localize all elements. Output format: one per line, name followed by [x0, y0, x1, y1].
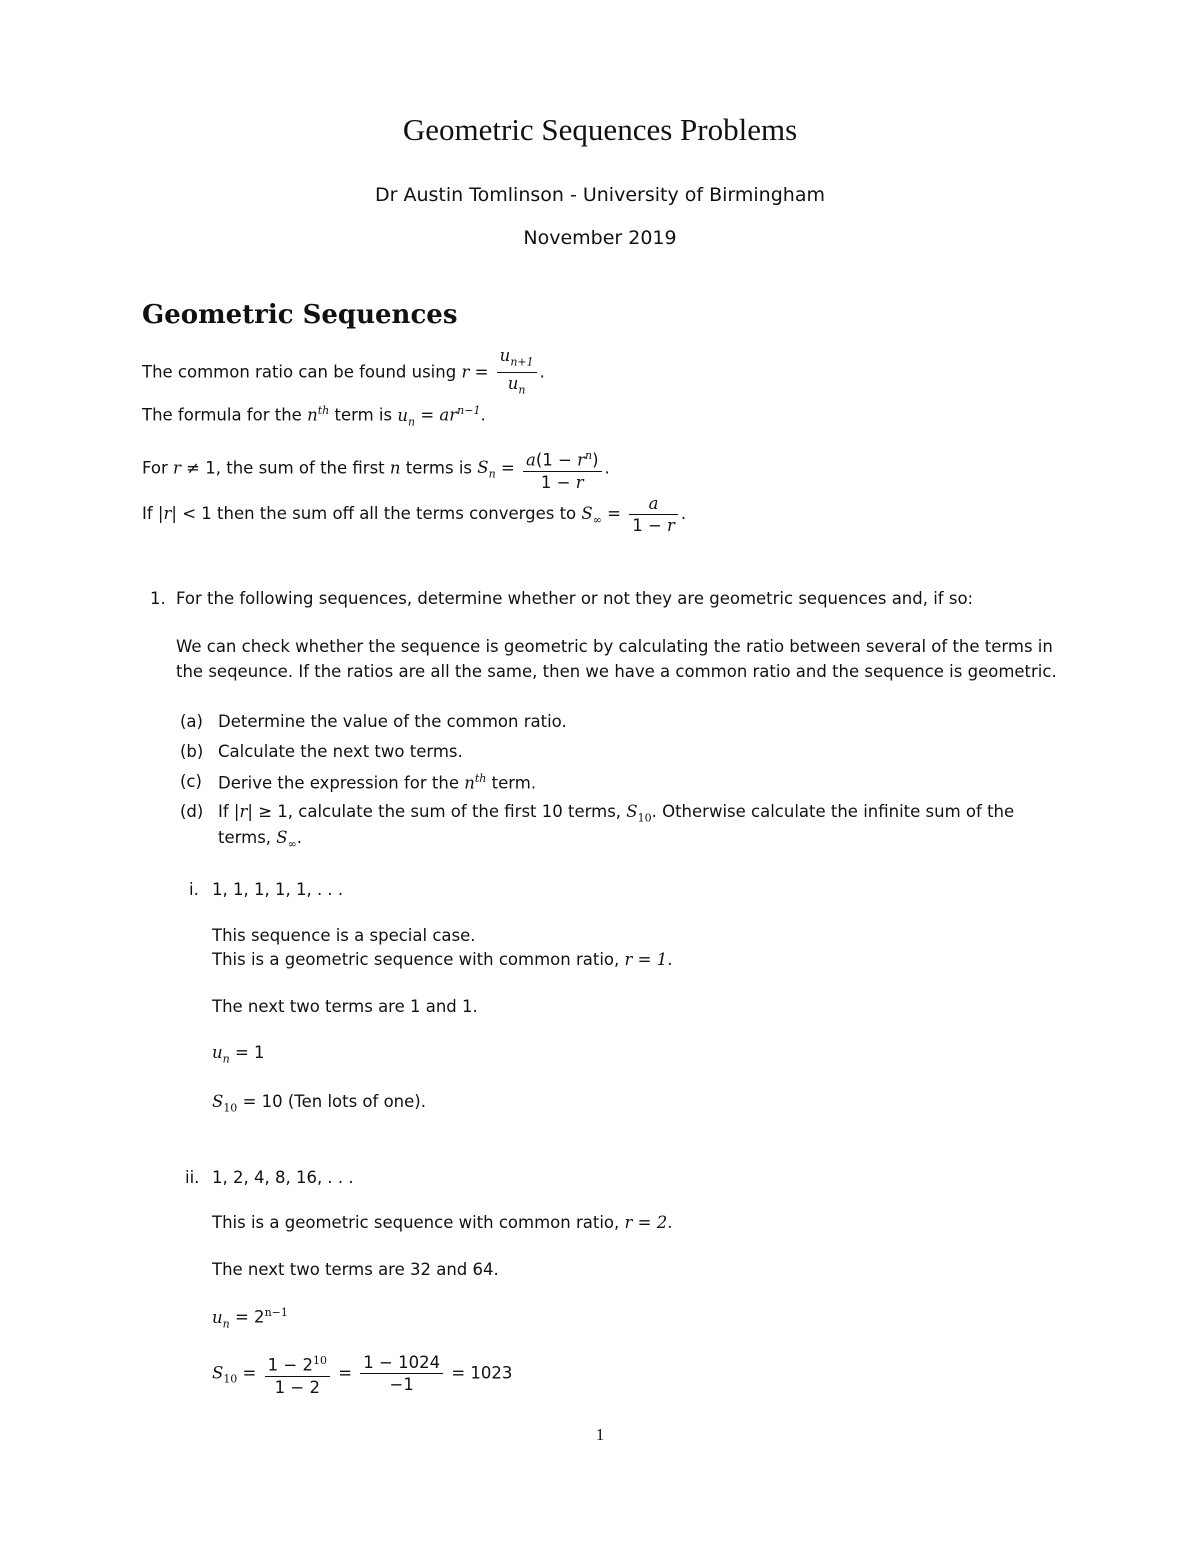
case-i-sum: $S_{10} = 10$ (Ten lots of one).: [212, 1092, 426, 1115]
common-ratio-text: The common ratio can be found using: [142, 362, 457, 382]
infinite-sum-text: then the sum off all the terms converges to: [217, 504, 577, 523]
nth-term-mid: term is: [334, 405, 393, 425]
case-i-note2-line: This is a geometric sequence with common ratio, r = 1.: [212, 950, 673, 969]
part-b-text: Calculate the next two terms.: [218, 742, 463, 761]
finite-sum-fraction: $\frac{a(1 - r^n)}{1 - r}$: [523, 445, 602, 493]
nth-term-formula-line: The formula for the $n^{th}$ term is $u_n = ar^{n-1}$.: [142, 404, 486, 428]
finite-sum-line: For r ≠ 1, the sum of the first n terms is $S_n$ = $\frac{a(1 - r^n)}{1 - r}$ .: [142, 445, 610, 493]
case-ii-next-terms: The next two terms are 32 and 64.: [212, 1260, 499, 1279]
infinite-sum-fraction: $\frac{a}{1 - r}$: [629, 493, 678, 536]
part-d-text-line2: terms, $S_\infty$.: [218, 828, 303, 851]
case-ii-nth-term: $u_n = 2^{n-1}$: [212, 1306, 288, 1330]
infinite-sum-pre: If: [142, 504, 153, 523]
case-ii-note2-line: This is a geometric sequence with common ratio, r = 2.: [212, 1213, 673, 1232]
part-d-text: If |r| ≥ 1, calculate the sum of the first 10 terms, $S_{10}$. Otherwise calculate the infinite sum of the: [218, 802, 1015, 825]
case-i-label: i.: [189, 880, 199, 899]
nth-term-text: The formula for the: [142, 405, 302, 425]
case-ii-sum-fraction-1: $\frac{1 - 2^{10}}{1 - 2}$: [265, 1350, 330, 1398]
page-number: 1: [595, 1425, 605, 1444]
part-c-label: (c): [180, 772, 202, 791]
question-prompt: For the following sequences, determine whether or not they are geometric sequences and, if so:: [176, 589, 974, 608]
question-explanation: We can check whether the sequence is geometric by calculating the ratio between several of the terms in the seqeunce. If the ratios are all the same, then we have a common ratio and the sequence is geometric.: [176, 637, 1057, 681]
section-heading: Geometric Sequences: [142, 300, 458, 330]
part-b-label: (b): [180, 742, 204, 761]
case-ii-label: ii.: [185, 1168, 200, 1187]
case-i-sequence: 1, 1, 1, 1, 1, . . .: [212, 880, 344, 899]
case-ii-sum-fraction-2: $\frac{1 - 1024}{-1}$: [360, 1352, 443, 1395]
document-title: Geometric Sequences Problems: [402, 112, 798, 147]
case-i-next-terms: The next two terms are 1 and 1.: [212, 997, 478, 1016]
ratio-symbol: r: [461, 362, 470, 382]
date-line: November 2019: [523, 227, 677, 249]
infinite-sum-line: If |r| < 1 then the sum off all the terms converges to $S_\infty$ = $\frac{a}{1 - r}$ .: [142, 494, 687, 535]
common-ratio-line: The common ratio can be found using r = $\frac{u_{n+1}}{u_n}$ .: [142, 345, 545, 401]
author-line: Dr Austin Tomlinson - University of Birmingham: [375, 184, 825, 206]
case-ii-sum: $S_{10}$ = $\frac{1 - 2^{10}}{1 - 2}$ = $\frac{1 - 1024}{-1}$ = 1023: [212, 1350, 512, 1398]
case-i-nth-term: $u_n = 1$: [212, 1043, 265, 1066]
finite-sum-text2: terms is: [405, 458, 473, 478]
part-c-text: Derive the expression for the $n^{th}$ term.: [218, 772, 537, 793]
part-d-label: (d): [180, 802, 204, 821]
question-number: 1.: [150, 589, 166, 608]
finite-sum-pre: For: [142, 458, 168, 478]
part-a-text: Determine the value of the common ratio.: [218, 712, 567, 731]
part-a-label: (a): [180, 712, 203, 731]
case-ii-sequence: 1, 2, 4, 8, 16, . . .: [212, 1168, 354, 1187]
case-i-note1: This sequence is a special case.: [212, 926, 476, 945]
ratio-fraction: $\frac{u_{n+1}}{u_n}$: [497, 345, 537, 401]
finite-sum-text: , the sum of the first: [215, 458, 385, 478]
